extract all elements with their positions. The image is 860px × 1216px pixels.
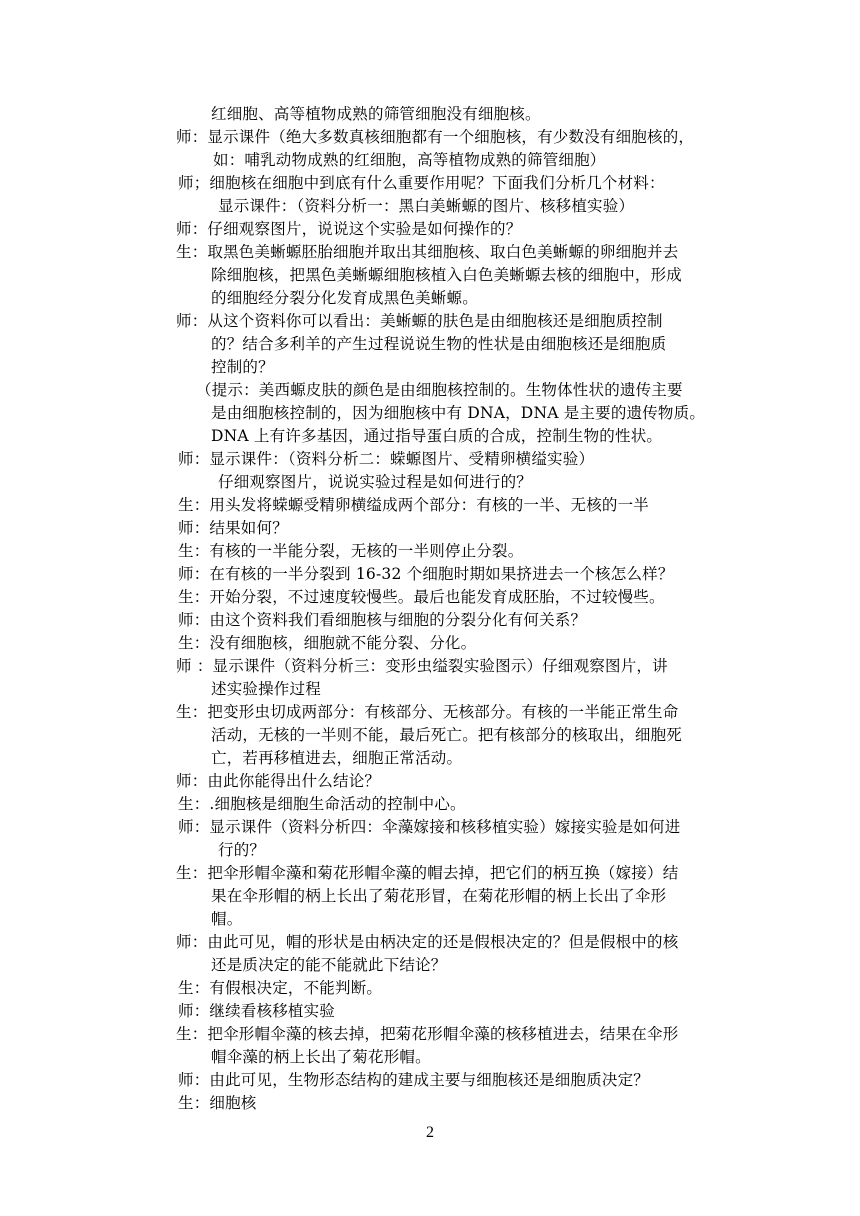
text-line: 果在伞形帽的柄上长出了菊花形冒，在菊花形帽的柄上长出了伞形 bbox=[211, 887, 667, 905]
text-line: 亡，若再移植进去，细胞正常活动。 bbox=[211, 749, 463, 767]
text-line: 师：显示课件（绝大多数真核细胞都有一个细胞核，有少数没有细胞核的， bbox=[176, 128, 695, 146]
text-line: 师：由此可见，帽的形状是由柄决定的还是假根决定的？但是假根中的核 bbox=[176, 933, 679, 951]
text-line: 生：开始分裂，不过速度较慢些。最后也能发育成胚胎，不过较慢些。 bbox=[178, 588, 665, 606]
text-line: 生：取黑色美蜥螈胚胎细胞并取出其细胞核、取白色美蜥螈的卵细胞并去 bbox=[176, 243, 679, 261]
text-line: 活动，无核的一半则不能，最后死亡。把有核部分的核取出，细胞死 bbox=[211, 726, 683, 744]
text-line: 行的？ bbox=[218, 841, 266, 859]
text-line: 是由细胞核控制的，因为细胞核中有 DNA，DNA 是主要的遗传物质。 bbox=[211, 404, 706, 422]
text-line: 如：哺乳动物成熟的红细胞，高等植物成熟的筛管细胞） bbox=[213, 151, 606, 169]
text-line: 除细胞核，把黑色美蜥螈细胞核植入白色美蜥螈去核的细胞中，形成 bbox=[211, 266, 683, 284]
text-line: 生：把变形虫切成两部分：有核部分、无核部分。有核的一半能正常生命 bbox=[176, 703, 679, 721]
text-line: 红细胞、高等植物成熟的筛管细胞没有细胞核。 bbox=[211, 105, 541, 123]
text-line: DNA 上有许多基因，通过指导蛋白质的合成，控制生物的性状。 bbox=[211, 427, 663, 445]
text-line: 师：由此你能得出什么结论？ bbox=[176, 772, 381, 790]
text-line: 生：细胞核 bbox=[178, 1094, 257, 1112]
text-line: 师；细胞核在细胞中到底有什么重要作用呢？下面我们分析几个材料： bbox=[178, 174, 665, 192]
text-line: （提示：美西螈皮肤的颜色是由细胞核控制的。生物体性状的遗传主要 bbox=[196, 381, 683, 399]
text-line: 生：把伞形帽伞藻和菊花形帽伞藻的帽去掉，把它们的柄互换（嫁接）结 bbox=[176, 864, 679, 882]
text-line: 的？结合多利羊的产生过程说说生物的性状是由细胞核还是细胞质 bbox=[211, 335, 667, 353]
text-line: 师：显示课件：（资料分析二：蝾螈图片、受精卵横缢实验） bbox=[178, 450, 595, 468]
text-line: 述实验操作过程 bbox=[211, 680, 321, 698]
text-line: 师：在有核的一半分裂到 16-32 个细胞时期如果挤进去一个核怎么样？ bbox=[178, 565, 674, 583]
text-line: 师：由此可见，生物形态结构的建成主要与细胞核还是细胞质决定？ bbox=[178, 1071, 650, 1089]
text-line: 还是质决定的能不能就此下结论？ bbox=[211, 956, 447, 974]
text-line: 师：仔细观察图片，说说这个实验是如何操作的？ bbox=[176, 220, 522, 238]
text-line: 师：由这个资料我们看细胞核与细胞的分裂分化有何关系？ bbox=[178, 611, 587, 629]
text-line: 控制的？ bbox=[211, 358, 274, 376]
text-line: 帽。 bbox=[211, 910, 243, 928]
text-line: 生：.细胞核是细胞生命活动的控制中心。 bbox=[178, 795, 466, 813]
text-line: 师：显示课件（资料分析四：伞藻嫁接和核移植实验）嫁接实验是如何进 bbox=[178, 818, 681, 836]
text-line: 显示课件：（资料分析一：黑白美蜥螈的图片、核移植实验） bbox=[218, 197, 635, 215]
text-line: 的细胞经分裂分化发育成黑色美蜥螈。 bbox=[211, 289, 478, 307]
text-line: 师：从这个资料你可以看出：美蜥螈的肤色是由细胞核还是细胞质控制 bbox=[176, 312, 663, 330]
page-number: 2 bbox=[426, 1124, 434, 1141]
text-line: 帽伞藻的柄上长出了菊花形帽。 bbox=[211, 1048, 431, 1066]
text-line: 仔细观察图片，说说实验过程是如何进行的？ bbox=[218, 473, 533, 491]
text-line: 生：用头发将蝾螈受精卵横缢成两个部分：有核的一半、无核的一半 bbox=[178, 496, 650, 514]
text-line: 师：结果如何？ bbox=[178, 519, 288, 537]
text-line: 生：有核的一半能分裂，无核的一半则停止分裂。 bbox=[178, 542, 524, 560]
text-line: 生：把伞形帽伞藻的核去掉，把菊花形帽伞藻的核移植进去，结果在伞形 bbox=[176, 1025, 679, 1043]
text-line: 师：继续看核移植实验 bbox=[178, 1002, 336, 1020]
text-line: 师 ：显示课件（资料分析三：变形虫缢裂实验图示）仔细观察图片，讲 bbox=[176, 657, 668, 675]
text-line: 生：有假根决定，不能判断。 bbox=[178, 979, 383, 997]
text-line: 生：没有细胞核，细胞就不能分裂、分化。 bbox=[178, 634, 477, 652]
